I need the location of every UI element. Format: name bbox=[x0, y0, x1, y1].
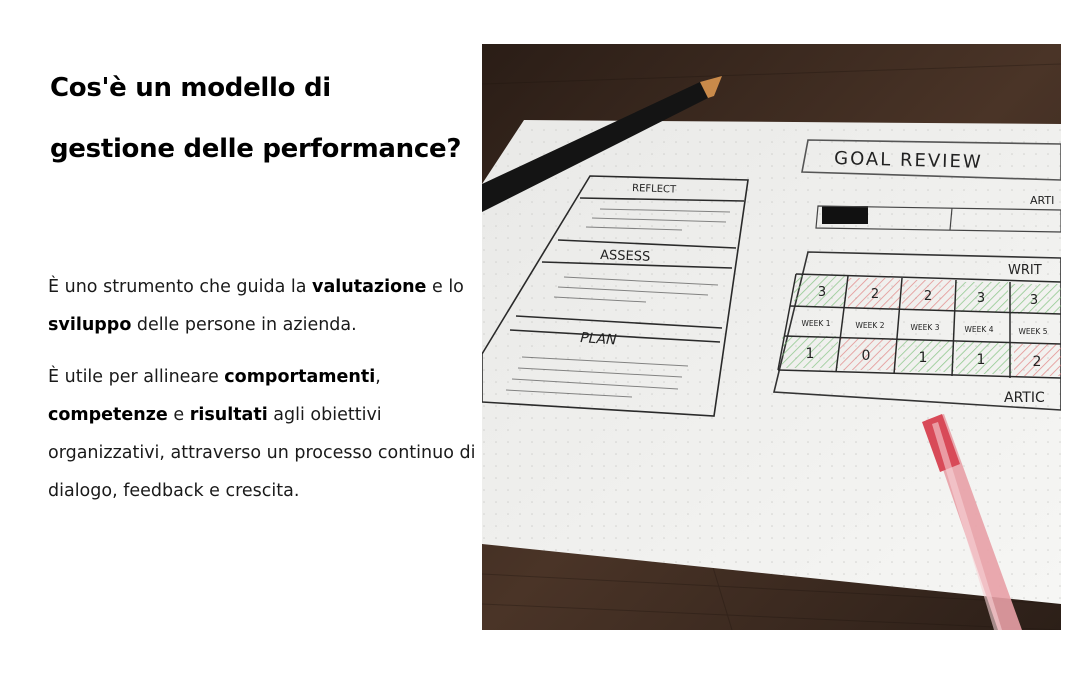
reflect-label: REFLECT bbox=[631, 183, 677, 196]
top-cell-2: 2 bbox=[870, 287, 880, 302]
redacted-block bbox=[822, 206, 868, 224]
text-run: e bbox=[167, 405, 190, 425]
text-run: e lo bbox=[426, 277, 464, 297]
paragraph-definition bbox=[48, 268, 478, 344]
goal-review-photo bbox=[482, 44, 1061, 630]
week-label-3: WEEK 3 bbox=[910, 323, 940, 332]
bottom-cell-4: 1 bbox=[976, 352, 986, 368]
assess-label: ASSESS bbox=[599, 248, 651, 265]
bottom-cell-5: 2 bbox=[1032, 354, 1042, 370]
paragraph-purpose bbox=[48, 358, 478, 510]
write-label: WRIT bbox=[1008, 263, 1042, 278]
bottom-cell-1: 1 bbox=[805, 346, 815, 362]
week-label-5: WEEK 5 bbox=[1018, 327, 1048, 336]
page-title bbox=[50, 58, 480, 180]
bold-competenze: competenze bbox=[48, 405, 168, 425]
top-cell-4: 3 bbox=[976, 291, 986, 306]
goal-review-label: GOAL REVIEW bbox=[833, 148, 983, 173]
text-run: , bbox=[375, 367, 381, 387]
week-label-2: WEEK 2 bbox=[855, 321, 885, 330]
text-run: È utile per allineare bbox=[48, 367, 225, 387]
text-run: È uno strumento che guida la bbox=[48, 277, 313, 297]
top-cell-3: 2 bbox=[923, 289, 933, 304]
top-cell-1: 3 bbox=[817, 285, 827, 300]
body-text bbox=[48, 268, 478, 510]
title-line-1: Cos'è un modello di bbox=[50, 73, 331, 103]
text-run: agli obiettivi organizzativi, attraverso un processo continuo di dialogo, feedback e crescita. bbox=[48, 405, 476, 501]
week-label-1: WEEK 1 bbox=[801, 319, 831, 328]
article-bottom-label: ARTIC bbox=[1004, 390, 1045, 406]
title-line-2: gestione delle performance? bbox=[50, 134, 462, 164]
bold-sviluppo: sviluppo bbox=[48, 315, 132, 335]
bold-comportamenti: comportamenti bbox=[224, 367, 376, 387]
week-label-4: WEEK 4 bbox=[964, 325, 994, 334]
bottom-cell-3: 1 bbox=[918, 350, 928, 366]
goal-review-illustration bbox=[482, 44, 1061, 630]
text-run: delle persone in azienda. bbox=[131, 315, 357, 335]
bottom-cell-2: 0 bbox=[861, 348, 871, 364]
bold-valutazione: valutazione bbox=[312, 277, 427, 297]
article-label: ARTI bbox=[1030, 194, 1055, 207]
plan-label: PLAN bbox=[579, 330, 618, 349]
top-cell-5: 3 bbox=[1029, 293, 1039, 308]
bold-risultati: risultati bbox=[189, 405, 268, 425]
